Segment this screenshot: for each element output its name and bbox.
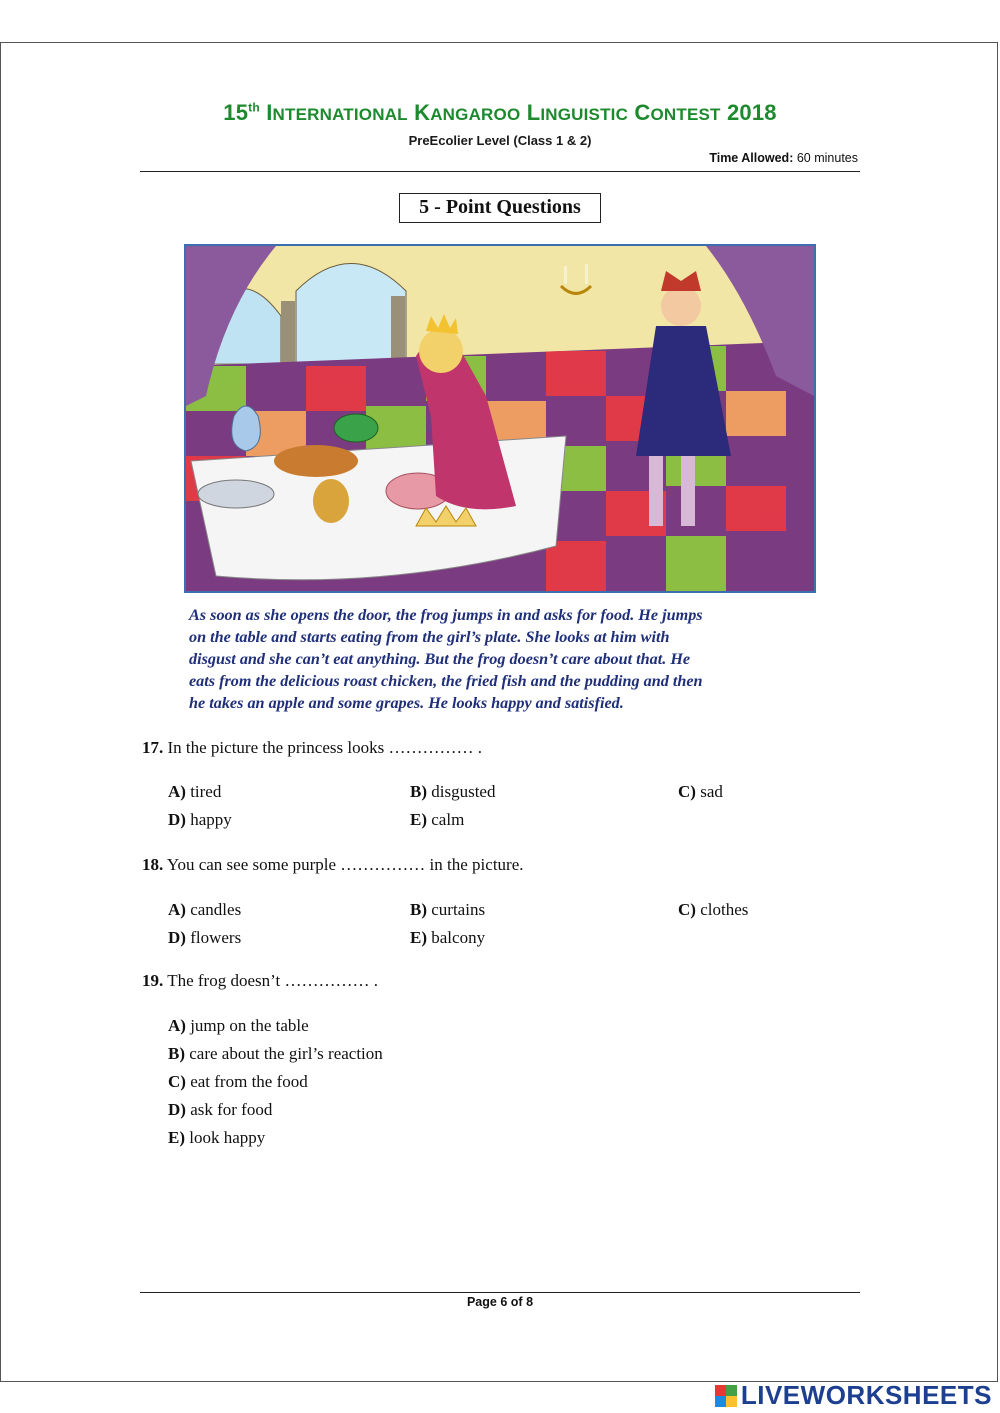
option-19c[interactable]: C) eat from the food <box>168 1072 308 1091</box>
question-17: 17. In the picture the princess looks …………… . <box>142 738 482 757</box>
option-18e[interactable]: E) balcony <box>410 928 486 947</box>
liveworksheets-logo[interactable] <box>715 1380 992 1411</box>
option-18c[interactable]: C) clothes <box>678 900 749 919</box>
page-number: Page 6 of 8 <box>466 1295 534 1309</box>
section-heading: 5 - Point Questions <box>399 193 601 223</box>
story-illustration <box>184 244 816 593</box>
contest-title: 15th INTERNATIONAL KANGAROO LINGUISTIC CONTEST 2018 <box>223 100 777 125</box>
story-passage <box>189 604 814 714</box>
option-18d[interactable]: D) flowers <box>168 928 242 947</box>
story-line: As soon as she opens the door, the frog jumps in and asks for food. He jumps <box>189 606 703 624</box>
story-line: eats from the delicious roast chicken, the fried fish and the pudding and then <box>189 672 703 690</box>
option-19d[interactable]: D) ask for food <box>168 1100 273 1119</box>
option-19b[interactable]: B) care about the girl’s reaction <box>168 1044 383 1063</box>
time-allowed: Time Allowed: 60 minutes <box>709 151 858 165</box>
story-line: disgust and she can’t eat anything. But the frog doesn’t care about that. He <box>189 650 691 668</box>
option-17b[interactable]: B) disgusted <box>410 782 496 801</box>
footer-divider <box>140 1292 860 1293</box>
level-subtitle: PreEcolier Level (Class 1 & 2) <box>408 133 592 148</box>
question-18: 18. You can see some purple …………… in the picture. <box>142 855 524 874</box>
option-18a[interactable]: A) candles <box>168 900 242 919</box>
option-17e[interactable]: E) calm <box>410 810 465 829</box>
option-19a[interactable]: A) jump on the table <box>168 1016 309 1035</box>
header-divider <box>140 171 860 172</box>
liveworksheets-icon <box>715 1385 737 1407</box>
story-line: on the table and starts eating from the girl’s plate. She looks at him with <box>189 628 670 646</box>
option-17a[interactable]: A) tired <box>168 782 222 801</box>
option-17c[interactable]: C) sad <box>678 782 723 801</box>
option-17d[interactable]: D) happy <box>168 810 232 829</box>
brand-name: LIVEWORKSHEETS <box>740 1380 992 1410</box>
option-19e[interactable]: E) look happy <box>168 1128 266 1147</box>
question-19: 19. The frog doesn’t …………… . <box>142 971 378 990</box>
story-line: he takes an apple and some grapes. He looks happy and satisfied. <box>189 694 624 712</box>
option-18b[interactable]: B) curtains <box>410 900 486 919</box>
